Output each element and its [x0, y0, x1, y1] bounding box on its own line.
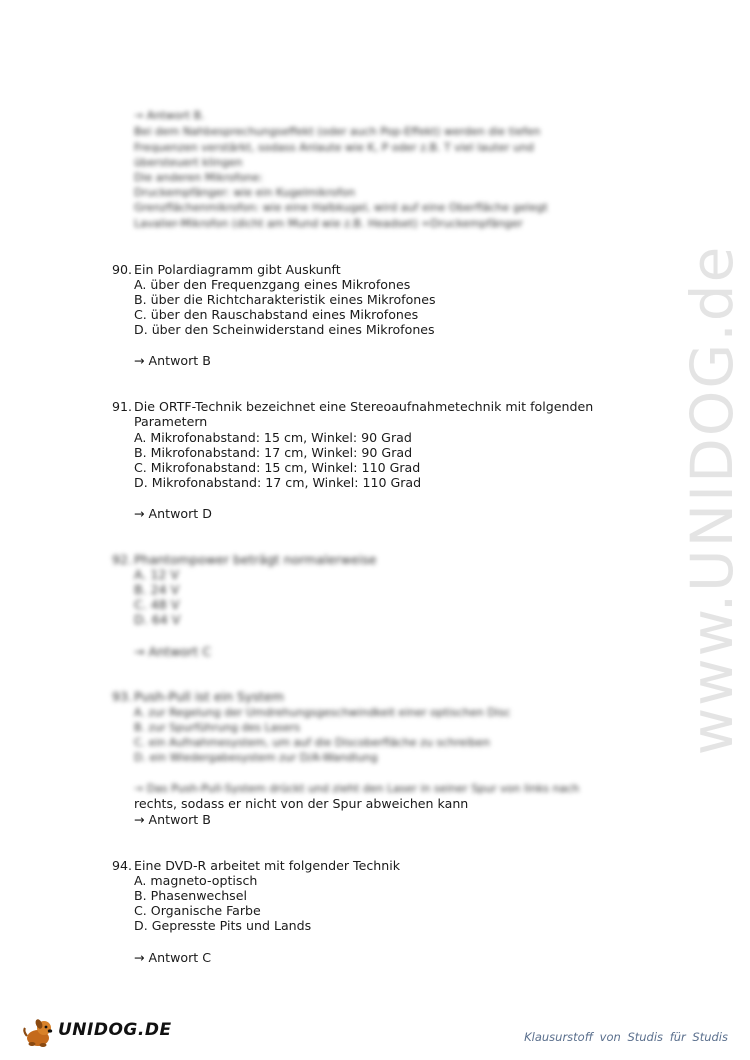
logo-text: UNIDOG.DE — [58, 1020, 172, 1040]
option-d: D. über den Scheinwiderstand eines Mikrofones — [134, 322, 435, 337]
option-a: A. zur Regelung der Umdrehungsgeschwindkeit einer optischen Disc — [134, 706, 511, 719]
answer-explanation-continued: rechts, sodass er nicht von der Spur abweichen kann — [134, 796, 469, 811]
dog-icon — [22, 1016, 58, 1048]
answer-explanation: → Das Push-Pull-System drückt und zieht den Laser in seiner Spur von links nach — [134, 782, 580, 795]
option-c: C. ein Aufnahmesystem, um auf die Discoberfläche zu schreiben — [134, 736, 490, 749]
intro-line: Grenzflächenmikrofon: wie eine Halbkugel, wird auf eine Oberfläche gelegt — [134, 201, 548, 214]
intro-line: Frequenzen verstärkt, sodass Anlaute wie K, P oder z.B. T viel lauter und — [134, 141, 534, 154]
option-c: C. Organische Farbe — [134, 903, 261, 918]
option-a: A. 12 V — [134, 567, 180, 582]
option-b: B. über die Richtcharakteristik eines Mikrofones — [134, 292, 436, 307]
option-a: A. Mikrofonabstand: 15 cm, Winkel: 90 Grad — [134, 430, 412, 445]
option-b: B. Mikrofonabstand: 17 cm, Winkel: 90 Grad — [134, 445, 413, 460]
answer: → Antwort C — [134, 644, 212, 659]
option-b: B. 24 V — [134, 582, 180, 597]
footer-tagline: Klausurstoff von Studis für Studis — [524, 1030, 728, 1044]
question-number: 93. — [112, 689, 133, 704]
option-d: D. Gepresste Pits und Lands — [134, 918, 312, 933]
answer: → Antwort B — [134, 812, 211, 827]
option-c: C. 48 V — [134, 597, 180, 612]
intro-line: Lavalier-Mikrofon (dicht am Mund wie z.B. Headset) =Druckempfänger — [134, 217, 523, 230]
question-text: Ein Polardiagramm gibt Auskunft — [134, 262, 341, 277]
answer: → Antwort B — [134, 353, 211, 368]
unidog-logo — [22, 1016, 172, 1048]
intro-line: Die anderen Mikrofone: — [134, 171, 263, 184]
option-b: B. zur Spurführung des Lasers — [134, 721, 301, 734]
question-text: Push-Pull ist ein System — [134, 689, 284, 704]
question-text: Phantompower beträgt normalerweise — [134, 552, 377, 567]
option-c: C. Mikrofonabstand: 15 cm, Winkel: 110 Grad — [134, 460, 421, 475]
option-d: D. ein Wiedergabesystem zur D/A-Wandlung — [134, 751, 378, 764]
question-text: Die ORTF-Technik bezeichnet eine Stereoaufnahmetechnik mit folgenden — [134, 399, 594, 414]
intro-line: Bei dem Nahbesprechungseffekt (oder auch Pop-Effekt) werden die tiefen — [134, 125, 541, 138]
question-number: 92. — [112, 552, 133, 567]
watermark: www.UNIDOG.de — [678, 244, 746, 756]
question-text: Eine DVD-R arbeitet mit folgender Technik — [134, 858, 401, 873]
intro-line: Druckempfänger: wie ein Kugelmikrofon — [134, 186, 356, 199]
intro-line: übersteuert klingen — [134, 156, 243, 169]
question-number: 90. — [112, 262, 133, 277]
option-a: A. magneto-optisch — [134, 873, 258, 888]
option-b: B. Phasenwechsel — [134, 888, 247, 903]
question-number: 91. — [112, 399, 133, 414]
answer: → Antwort D — [134, 506, 212, 521]
intro-line: → Antwort B. — [134, 109, 205, 122]
option-a: A. über den Frequenzgang eines Mikrofones — [134, 277, 411, 292]
option-c: C. über den Rauschabstand eines Mikrofones — [134, 307, 419, 322]
question-text-continued: Parametern — [134, 414, 208, 429]
option-d: D. Mikrofonabstand: 17 cm, Winkel: 110 Grad — [134, 475, 422, 490]
answer: → Antwort C — [134, 950, 212, 965]
question-number: 94. — [112, 858, 133, 873]
option-d: D. 64 V — [134, 612, 181, 627]
